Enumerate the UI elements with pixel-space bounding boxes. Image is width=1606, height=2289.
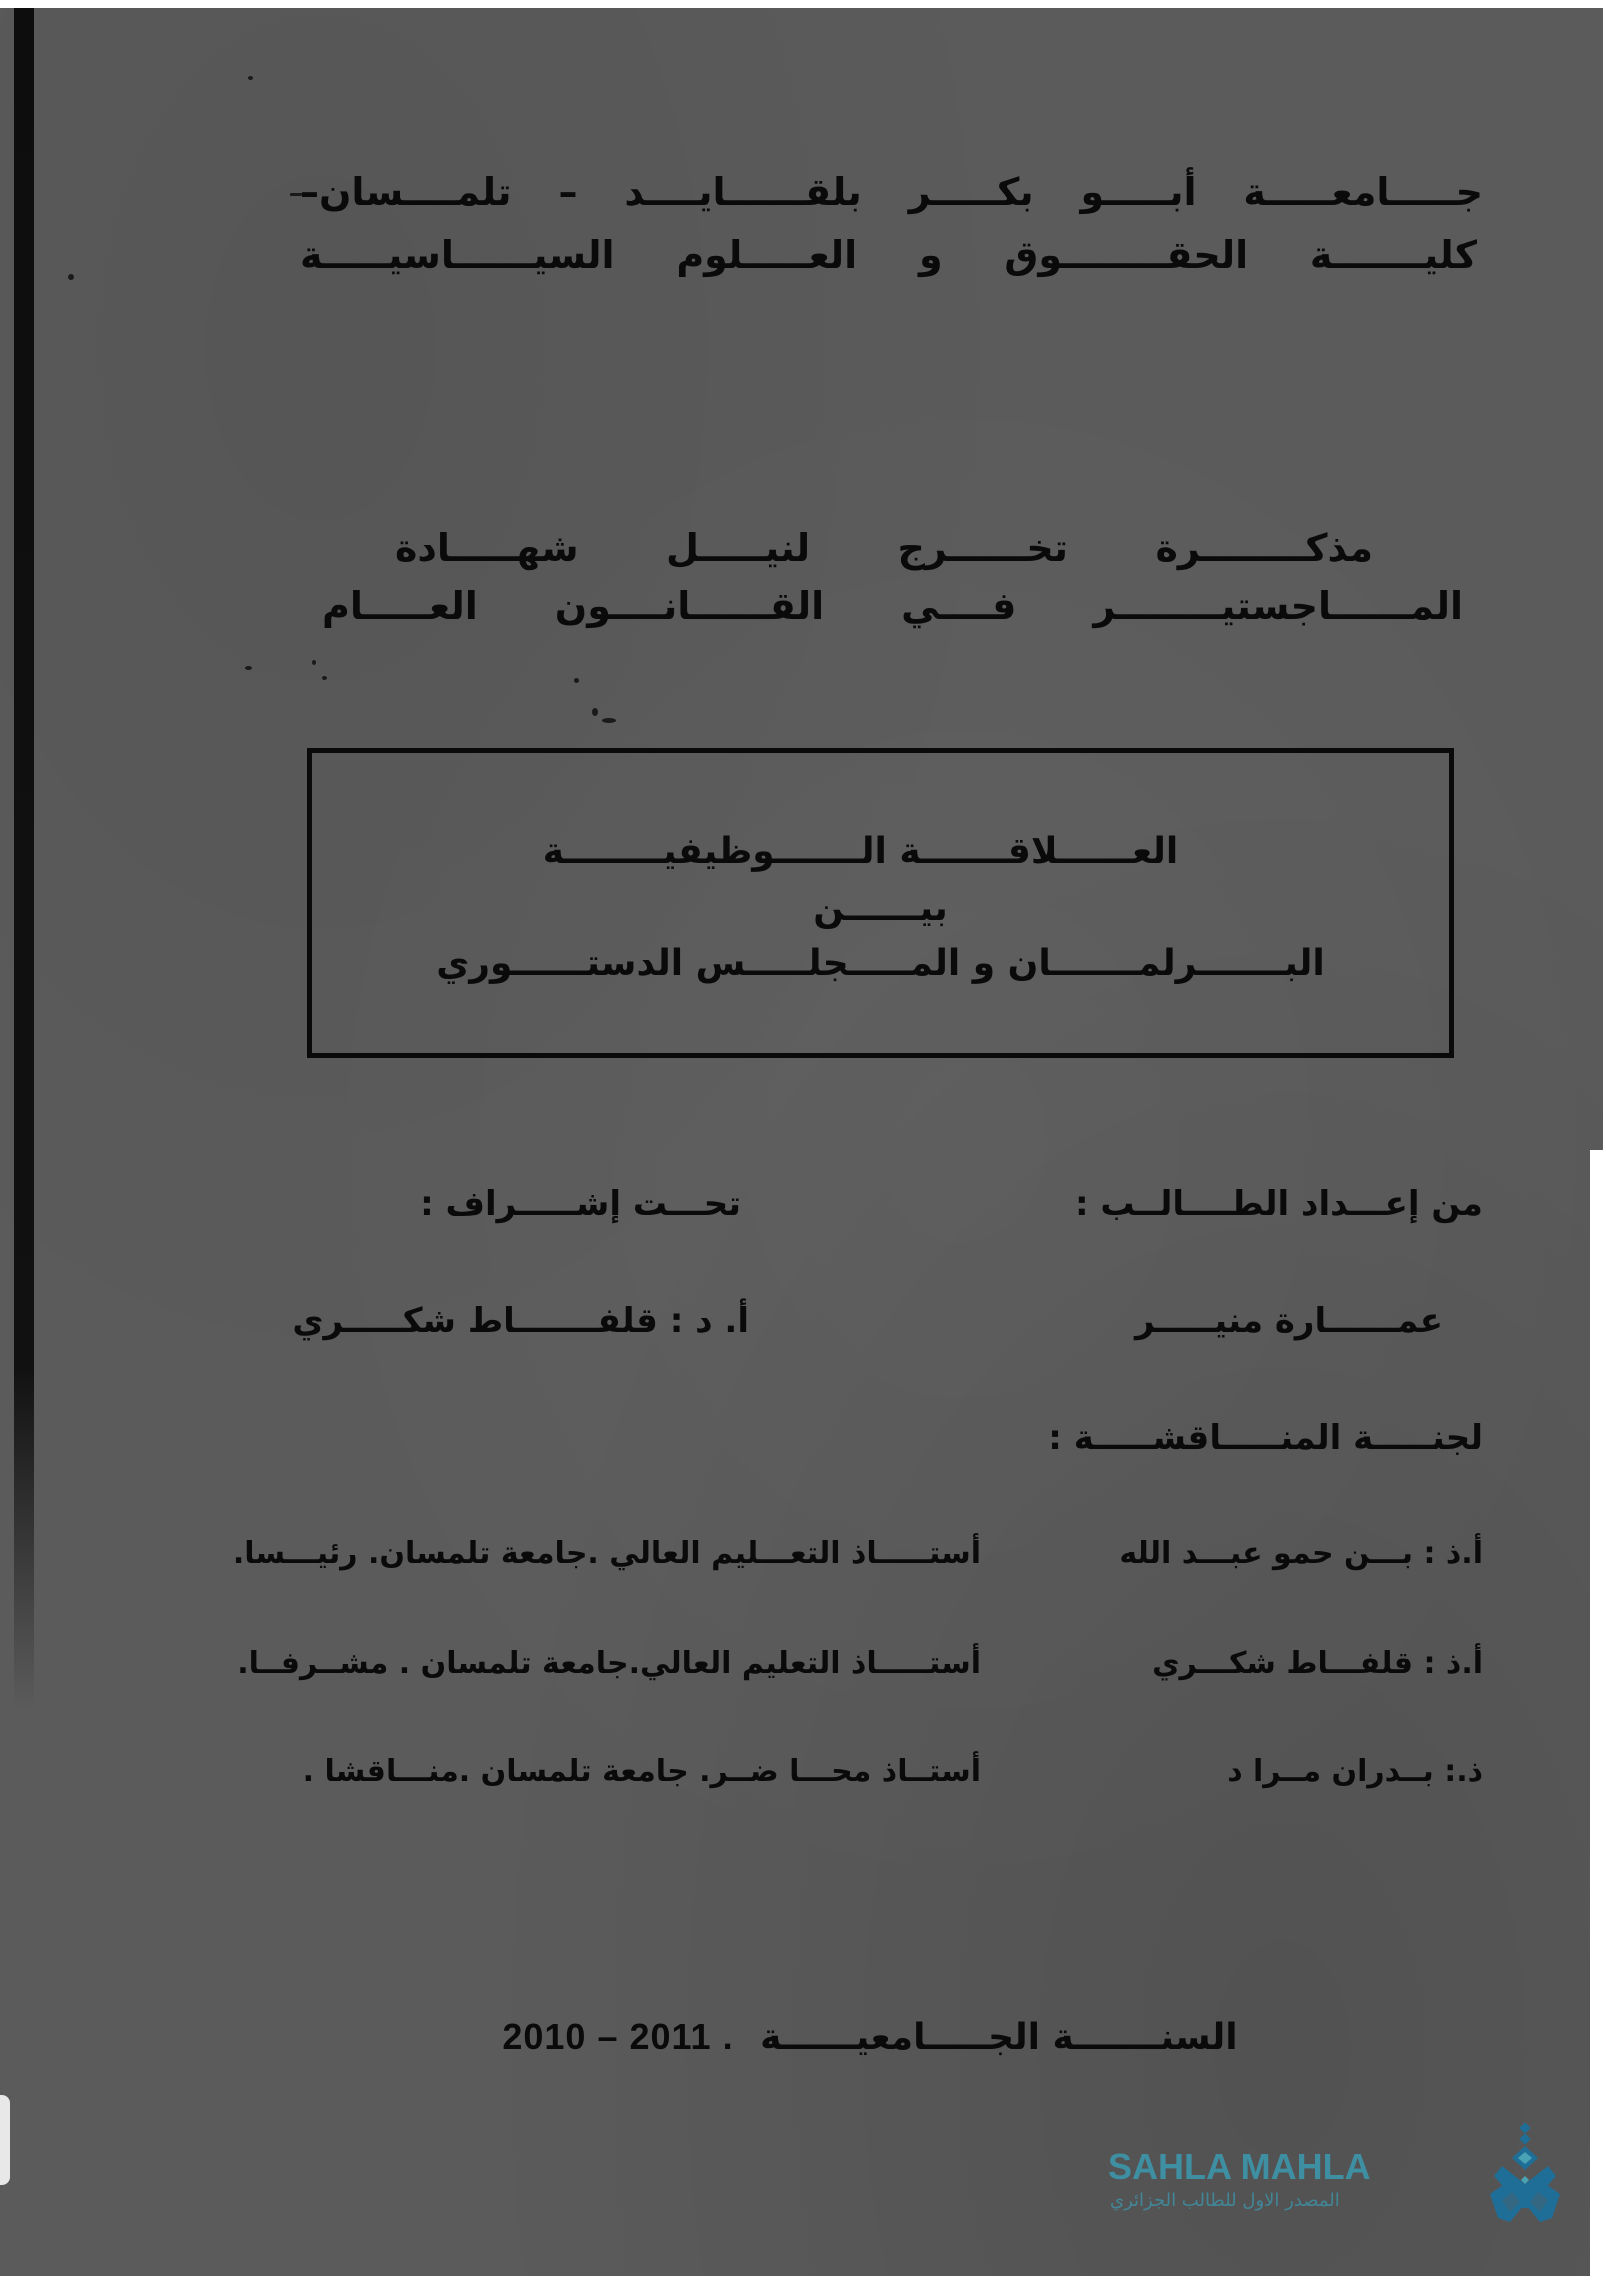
faculty-name: كليـــــــة الحقــــــــوق و العـــــلوم السيــــــاسيـــــة [300, 233, 1477, 277]
scan-speck [68, 274, 74, 280]
committee-label: لجنـــــة المنـــــاقشـــــة : [1048, 1418, 1483, 1458]
scanned-page [0, 8, 1603, 2276]
supervised-by-label: تحـــت إشـــــراف : [420, 1184, 741, 1224]
thesis-degree-line-1: مذكــــــــرة تخــــــرج لنيـــــل شهـــــادة [395, 526, 1373, 570]
committee-member-3-name: ذ.: بــدران مــرا د [1227, 1754, 1483, 1789]
scan-speck [322, 676, 327, 680]
watermark-tagline: المصدر الاول للطالب الجزائري [1110, 2190, 1340, 2211]
academic-year-value: 2010 – 2011 . [502, 2016, 734, 2057]
thesis-title-box [307, 748, 1454, 1058]
binding-shadow-edge [14, 8, 34, 1708]
committee-member-2-name: أ.ذ : قلفـــاط شكـــري [1152, 1646, 1483, 1681]
supervisor-name: أ. د : قلفـــــــاط شكـــــري [292, 1301, 749, 1341]
prepared-by-label: من إعـــداد الطــــالــب : [1074, 1184, 1483, 1224]
scan-speck [245, 666, 252, 670]
thesis-title-line-3: البـــــــرلمـــــــان و المـــــجلـــــس الدستــــــوري [436, 943, 1325, 984]
watermark-brand: SAHLA MAHLA [1108, 2146, 1371, 2187]
scan-speck [602, 718, 616, 723]
committee-member-3-role: أستــاذ محـــا ضــر. جامعة تلمسان .منـــاقشا . [302, 1754, 981, 1789]
scan-speck [248, 76, 253, 80]
sahla-mahla-logo-icon [1488, 2122, 1562, 2228]
scan-white-margin-right [1590, 1150, 1606, 2289]
university-name: جـــــامعـــــة أبـــــو بكـــــر بلقــــــايــــد – تلمــــسان– [300, 170, 1483, 214]
scan-paper-tear [0, 2095, 10, 2185]
thesis-title-line-1: العــــــلاقـــــــة الـــــــوظيفيــــــــة [542, 831, 1179, 872]
committee-member-2-role: أستـــــاذ التعليم العالي.جامعة تلمسان . مشــرفــا. [237, 1646, 981, 1681]
scan-speck [592, 708, 598, 716]
academic-year [490, 2016, 1250, 2058]
scan-white-margin-bottom [0, 2276, 1606, 2289]
thesis-title-line-2: بيــــــن [813, 888, 948, 929]
sahla-mahla-watermark [1108, 2128, 1548, 2228]
academic-year-label: السنـــــــة الجـــــامعيــــــة [760, 2017, 1238, 2058]
student-name: عمــــــارة منيـــــر [1134, 1301, 1443, 1341]
scan-speck [574, 678, 579, 683]
committee-member-1-role: أستـــــاذ التعـــليم العالي .جامعة تلمسان. رئيـــسا. [232, 1536, 981, 1571]
thesis-degree-line-2: المــــــاجستيــــــــر فــــي القــــــانــــون العـــــام [322, 584, 1463, 628]
scan-speck [312, 660, 316, 665]
committee-member-1-name: أ.ذ : بـــن حمو عبـــد الله [1119, 1536, 1483, 1571]
